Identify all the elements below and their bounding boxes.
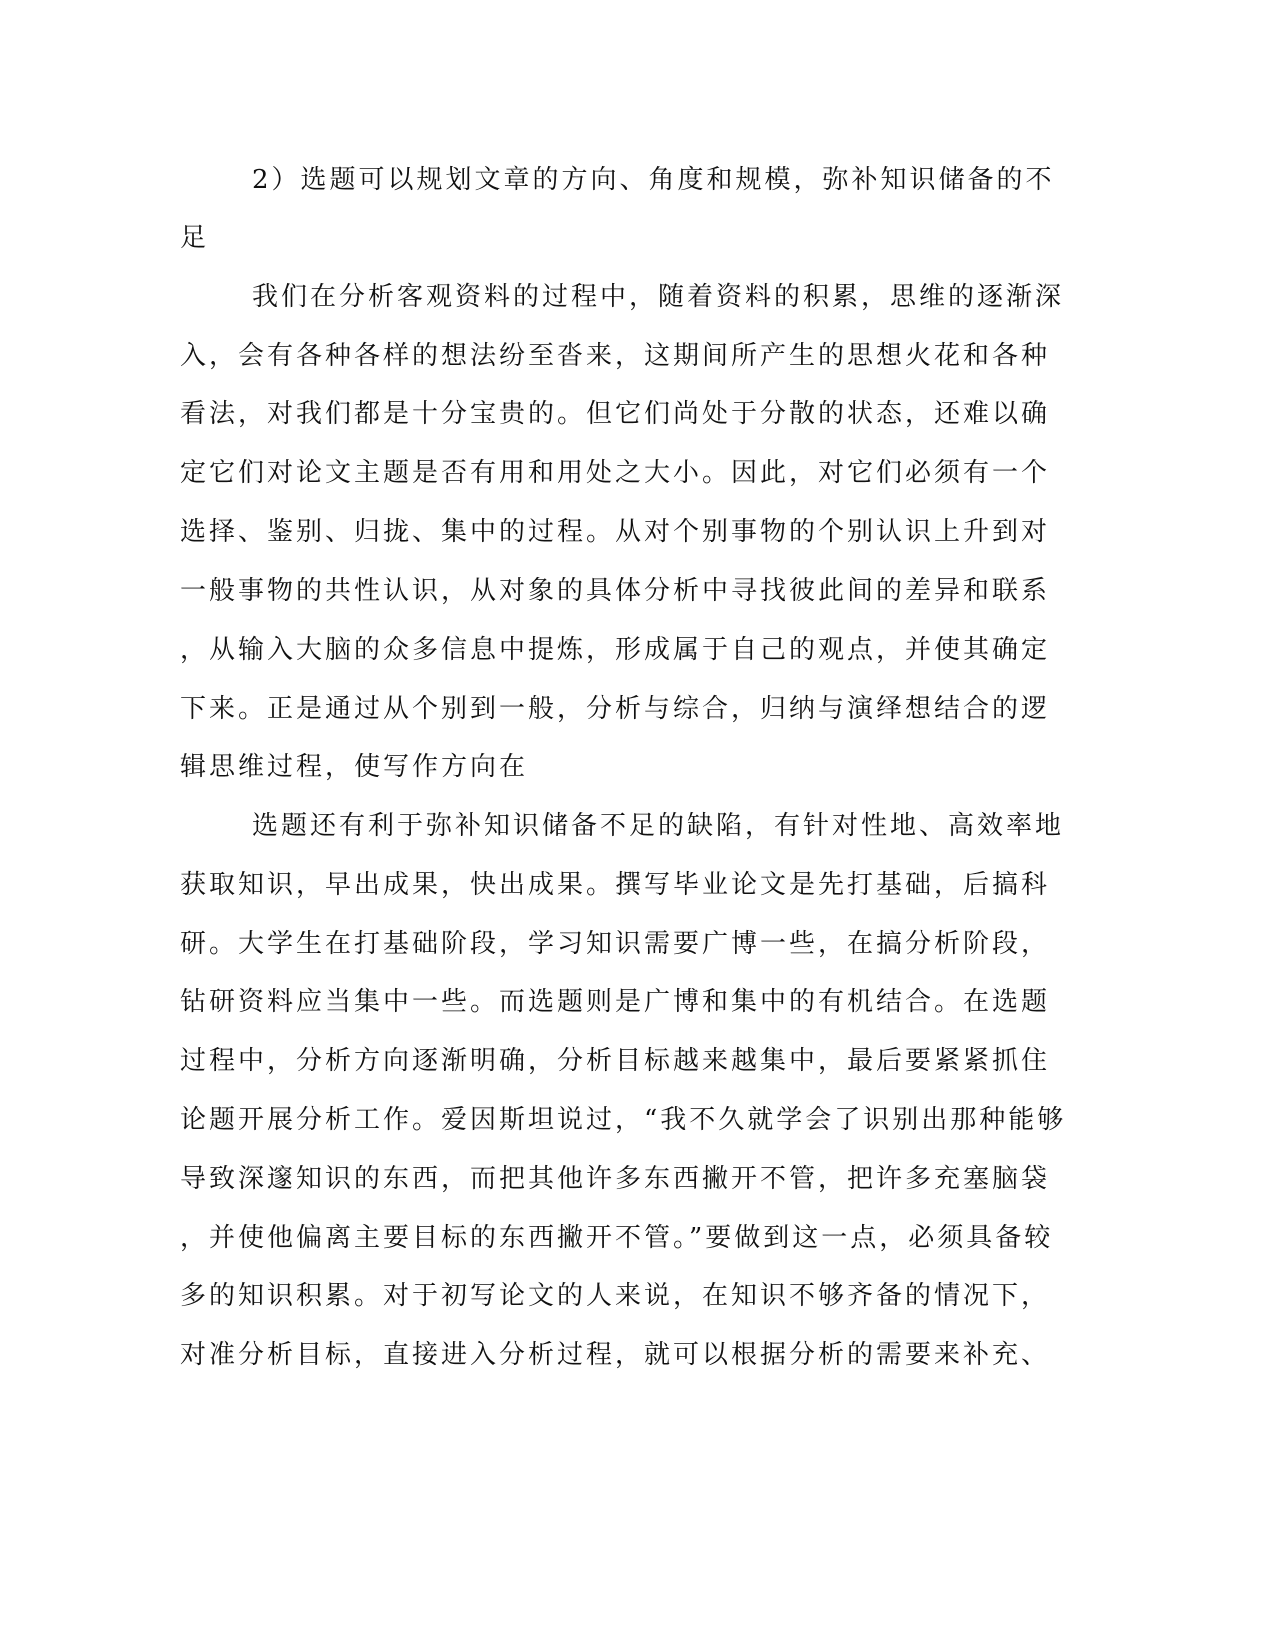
paragraph-3-line-6: 论题开展分析工作。爱因斯坦说过，“我不久就学会了识别出那种能够 (180, 1105, 1067, 1135)
paragraph-3-line-9: 多的知识积累。对于初写论文的人来说，在知识不够齐备的情况下， (180, 1281, 1051, 1311)
paragraph-3-line-2: 获取知识，早出成果，快出成果。撰写毕业论文是先打基础，后搞科 (180, 870, 1051, 900)
paragraph-3-line-8: ，并使他偏离主要目标的东西撇开不管。”要做到这一点，必须具备较 (180, 1223, 1054, 1253)
paragraph-1-line-2: 足 (180, 223, 210, 253)
paragraph-2-line-2: 入，会有各种各样的想法纷至沓来，这期间所产生的思想火花和各种 (180, 341, 1051, 371)
paragraph-2-line-6: 一般事物的共性认识，从对象的具体分析中寻找彼此间的差异和联系 (180, 576, 1051, 606)
paragraph-2-line-7: ，从输入大脑的众多信息中提炼，形成属于自己的观点，并使其确定 (180, 635, 1051, 665)
paragraph-2-line-8: 下来。正是通过从个别到一般，分析与综合，归纳与演绎想结合的逻 (180, 694, 1051, 724)
paragraph-2-line-4: 定它们对论文主题是否有用和用处之大小。因此，对它们必须有一个 (180, 458, 1051, 488)
paragraph-3-line-3: 研。大学生在打基础阶段，学习知识需要广博一些，在搞分析阶段， (180, 929, 1051, 959)
paragraph-3-line-5: 过程中，分析方向逐渐明确，分析目标越来越集中，最后要紧紧抓住 (180, 1046, 1051, 1076)
paragraph-3-line-4: 钻研资料应当集中一些。而选题则是广博和集中的有机结合。在选题 (180, 987, 1051, 1017)
paragraph-2-line-1: 我们在分析客观资料的过程中，随着资料的积累，思维的逐渐深 (252, 282, 1065, 312)
paragraph-2-line-9: 辑思维过程，使写作方向在 (180, 752, 529, 782)
paragraph-3-line-1: 选题还有利于弥补知识储备不足的缺陷，有针对性地、高效率地 (252, 811, 1065, 841)
paragraph-2-line-5: 选择、鉴别、归拢、集中的过程。从对个别事物的个别认识上升到对 (180, 517, 1051, 547)
paragraph-3-line-10: 对准分析目标，直接进入分析过程，就可以根据分析的需要来补充、 (180, 1340, 1051, 1370)
paragraph-1-line-1: 2）选题可以规划文章的方向、角度和规模，弥补知识储备的不 (252, 165, 1055, 195)
paragraph-3-line-7: 导致深邃知识的东西，而把其他许多东西撇开不管，把许多充塞脑袋 (180, 1164, 1051, 1194)
paragraph-2-line-3: 看法，对我们都是十分宝贵的。但它们尚处于分散的状态，还难以确 (180, 399, 1051, 429)
